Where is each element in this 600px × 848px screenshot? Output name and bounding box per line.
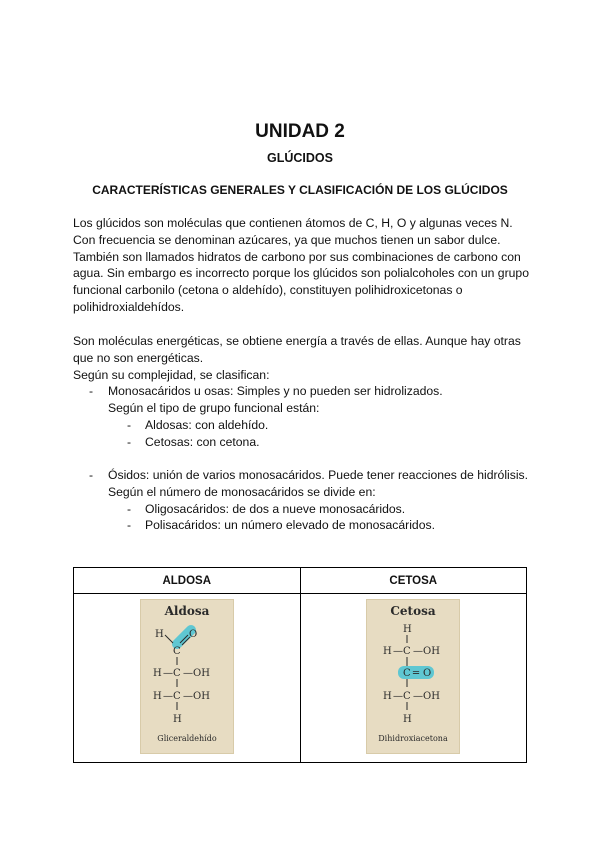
double-bond-symbol: ═ — [413, 667, 420, 679]
text-line: que no son energéticas. — [73, 350, 204, 365]
atom-oh: OH — [423, 645, 441, 657]
intro-paragraph — [73, 215, 533, 316]
atom-c: C — [403, 667, 411, 679]
list-item-cetosas: Cetosas: con cetona. — [145, 435, 260, 449]
bond — [165, 635, 173, 643]
list-bullet: - — [127, 435, 132, 449]
atom-c: C — [172, 645, 181, 657]
list-item-osidos: Ósidos: unión de varios monosacáridos. Puede tener reacciones de hidrólisis. — [108, 468, 529, 482]
table-row — [74, 594, 527, 763]
text-line: Con frecuencia se denominan azúcares, ya que muchos tienen un sabor dulce. — [73, 232, 501, 247]
atom-h: H — [383, 645, 392, 657]
atom-h: H — [152, 690, 162, 702]
bond-symbol: — — [393, 645, 404, 657]
energy-paragraph — [73, 333, 533, 383]
atom-h: H — [152, 667, 162, 679]
subtitle: GLÚCIDOS — [267, 151, 333, 165]
aldosa-caption: Gliceraldehído — [157, 733, 217, 743]
atom-o: O — [188, 628, 197, 640]
atom-c: C — [172, 690, 181, 702]
list-item-polisacaridos: Polisacáridos: un número elevado de monosacáridos. — [145, 518, 435, 532]
atom-h: H — [383, 690, 392, 702]
text-line: También son llamados hidratos de carbono por sus combinaciones de carbono con — [73, 249, 521, 264]
list-item-aldosas: Aldosas: con aldehído. — [145, 418, 269, 432]
text-line: Son moléculas energéticas, se obtiene energía a través de ellas. Aunque hay otras — [73, 334, 521, 348]
list-note: Según el tipo de grupo funcional están: — [108, 401, 320, 415]
text-line: funcional carbonilo (cetona o aldehído), constituyen polihidroxicetonas o — [73, 283, 463, 298]
bond-symbol: — — [162, 690, 173, 702]
text-line: agua. Sin embargo es incorrecto porque los glúcidos son polialcoholes con un grupo — [73, 266, 529, 281]
atom-c: C — [403, 690, 411, 702]
atom-c: C — [403, 645, 411, 657]
text-line: Según su complejidad, se clasifican: — [73, 367, 270, 382]
bond-symbol: — — [182, 690, 193, 702]
text-line: Los glúcidos son moléculas que contienen átomos de C, H, O y algunas veces N. — [73, 216, 513, 230]
bond-symbol: — — [182, 667, 193, 679]
bond-symbol: — — [413, 645, 424, 657]
atom-h: H — [403, 623, 412, 635]
list-item-monosacaridos: Monosacáridos u osas: Simples y no pueden ser hidrolizados. — [108, 384, 443, 398]
unit-title: UNIDAD 2 — [255, 121, 345, 142]
table-header-row — [74, 568, 527, 594]
cetosa-cell — [300, 594, 527, 763]
aldosa-cell — [74, 594, 301, 763]
list-bullet: - — [127, 518, 132, 532]
column-header-cetosa: CETOSA — [300, 568, 527, 594]
cetosa-caption: Dihidroxiacetona — [378, 733, 448, 743]
comparison-table — [73, 567, 527, 763]
atom-oh: OH — [423, 690, 441, 702]
atom-h: H — [403, 713, 412, 725]
atom-h: H — [154, 628, 164, 640]
atom-oh: OH — [192, 690, 210, 702]
list-bullet: - — [127, 418, 132, 432]
cetosa-structure-image — [366, 599, 460, 754]
atom-c: C — [172, 667, 181, 679]
atom-oh: OH — [192, 667, 210, 679]
cetosa-structure-diagram — [367, 600, 459, 753]
bond-symbol: — — [413, 690, 424, 702]
list-note: Según el número de monosacáridos se divide en: — [108, 485, 376, 499]
text-line: polihidroxialdehídos. — [73, 299, 185, 314]
bond-symbol: — — [162, 667, 173, 679]
aldosa-structure-diagram — [141, 600, 233, 753]
aldosa-structure-image — [140, 599, 234, 754]
cetosa-title: Cetosa — [390, 603, 436, 618]
list-bullet: - — [89, 468, 94, 482]
list-bullet: - — [127, 502, 132, 516]
atom-o: O — [423, 667, 432, 679]
bond-symbol: — — [393, 690, 404, 702]
column-header-aldosa: ALDOSA — [74, 568, 301, 594]
atom-h: H — [172, 713, 182, 725]
list-bullet: - — [89, 384, 94, 398]
aldosa-title: Aldosa — [164, 603, 210, 618]
list-item-oligosacaridos: Oligosacáridos: de dos a nueve monosacáridos. — [145, 502, 406, 516]
section-heading: CARACTERÍSTICAS GENERALES Y CLASIFICACIÓN DE LOS GLÚCIDOS — [92, 183, 508, 197]
